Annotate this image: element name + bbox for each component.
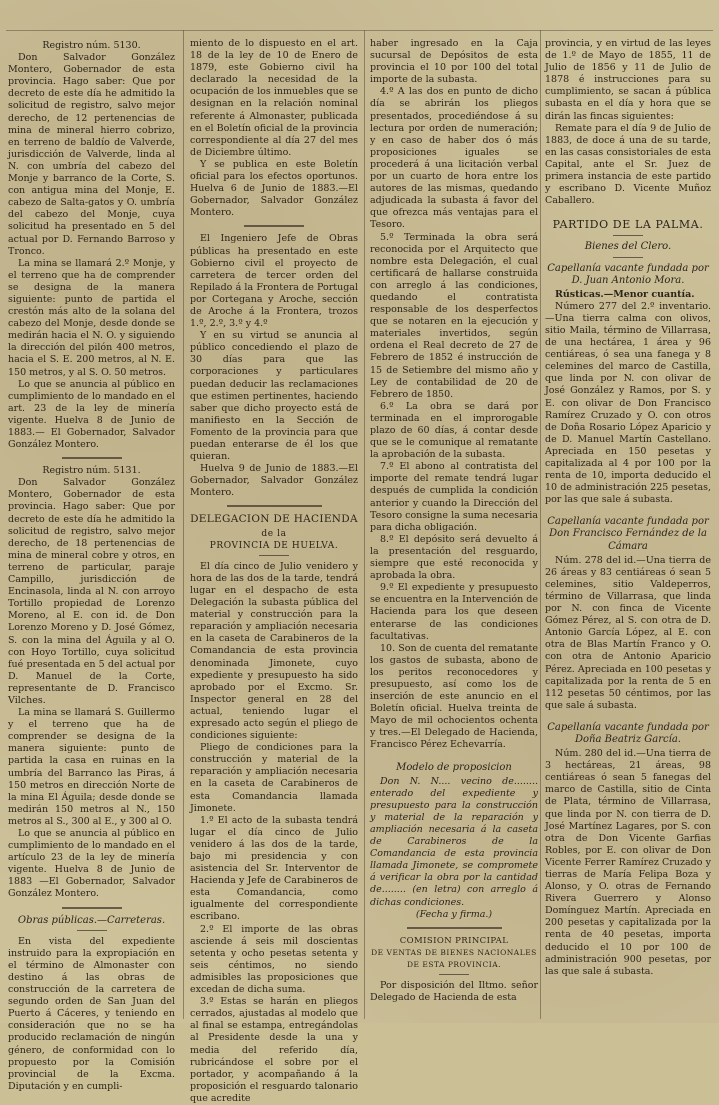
condition-8: 8.º El depósito será devuelto á la presentación del resguardo, siempre que esté reconocida y aprobada la obra. xyxy=(370,533,538,582)
comision-title: COMISION PRINCIPAL xyxy=(399,935,509,946)
separator xyxy=(613,257,643,258)
delegacion-subtitle: de la xyxy=(261,528,287,539)
comision-province: DE ESTA PROVINCIA. xyxy=(406,959,502,969)
separator xyxy=(613,235,643,236)
bienes-clero: Bienes del Clero. xyxy=(584,241,672,253)
comision-continuation: provincia, y en virtud de las leyes de 1.º de Mayo de 1855, 11 de Julio de 1856 y 11 de Julio de 1878 é instrucciones para su cumplimiento, se sacan á pública subasta en el día y hora que se dirán las fincas siguientes: xyxy=(545,38,711,122)
capellania-fernandez: Capellanía vacante fundada por Don Francisco Fernández de la Cámara xyxy=(547,516,709,552)
registro-5130-body: Don Salvador González Montero, Gobernador de esta provincia. Hago saber: Que por decreto de este día he admitido la solicitud de registro, salvo mejor derecho, de 12 pertenencias de mina de mineral hierro cobrizo, en terreno de baldío de Valverde, jurisdicción de Valverde, linda al N. con umbría del cabezo del Monje y barranco de la Corte, S. con antigua mina del Monje, E. cabezo de Salta-gatos y O. umbría del cabezo del Monje, cuya solicitud ha presentado en 5 del actual por D. Fernando Barroso y Tronco. xyxy=(8,52,175,257)
obras-publicas-body: En vista del expediente instruido para la expropiación en el término de Almonaster con destino á las obras de construcción de la carretera de segundo orden de San Juan del Puerto á Cáceres, y teniendo en consideración que no se ha producido reclamación de ningún género, de conformidad con lo propuesto por la Comisión provincial de la Excma. Diputación y en cumpli- xyxy=(8,935,175,1092)
pliego-title: Pliego de condiciones para la construcción y material de la reparación y ampliación necesaria en la caseta de Carabineros de esta Comandancia llamada Jimonete. xyxy=(190,742,358,814)
column-4 xyxy=(545,38,711,1018)
ingeniero-notice-closing: Huelva 9 de Junio de 1883.—El Gobernador, Salvador González Montero. xyxy=(190,463,358,499)
registro-5131-mine-description: La mina se llamará S. Guillermo y el terreno que ha de comprender se designa de la manera siguiente: punto de partida la casa en ruinas en la umbría del Barranco las Piras, á 150 metros en dirección Norte de la mina El Águila; desde donde se medirán 150 metros al N., 150 metros al S., 300 al E., y 300 al O. xyxy=(8,707,175,827)
condition-3: 3.º Estas se harán en pliegos cerrados, ajustadas al modelo que al final se estampa, entregándolas al Presidente desde la una y media del referido día, rubricándose el sobre por el portador, y acompañando á la proposición el resguardo talonario que acredite xyxy=(190,996,358,1104)
rusticas-heading: Rústicas.—Menor cuantía. xyxy=(555,288,695,300)
comision-subtitle: DE VENTAS DE BIENES NACIONALES xyxy=(371,947,537,957)
registro-5130-mine-description: La mina se llamará 2.º Monje, y el terreno que ha de comprender se designa de la manera siguiente: punto de partida el crestón más alto de la solana del cabezo del Monje, desde donde se medirán hacia el N. O. y siguiendo la dirección del pilón 400 metros, hacia el S. E. 200 metros, al N. E. 150 metros, y al S. O. 50 metros. xyxy=(8,257,175,378)
modelo-title: Modelo de proposicion xyxy=(396,761,512,773)
capellania-mora: Capellanía vacante fundada por D. Juan Antonio Mora. xyxy=(547,262,709,286)
registro-5131-closing: Lo que se anuncia al público en cumplimiento de lo mandado en el artículo 23 de la ley de minería vigente. Huelva 8 de Junio de 1883 —El Gobernador, Salvador González Montero. xyxy=(8,828,175,900)
delegacion-body: El día cinco de Julio venidero y hora de las dos de la tarde, tendrá lugar en el despacho de esta Delegación la subasta pública del material y construcción para la reparación y ampliación necesaria en la caseta de Carabineros de la Comandancia de esta provincia denominada Jimonete, cuyo expediente y presupuesto ha sido aprobado por el Excmo. Sr. Inspector general en 28 del actual, teniendo lugar el expresado acto según el pliego de condiciones siguiente: xyxy=(190,560,358,742)
condition-7: 7.º El abono al contratista del importe del remate tendrá lugar después de cumplida la condición anterior y cuando la Dirección del Tesoro consigne la suma necesaria para dicha obligación. xyxy=(370,461,538,533)
obras-continuation: miento de lo dispuesto en el art. 18 de la ley de 10 de Enero de 1879, este Gobierno civil ha declarado la necesidad de la ocupación de los inmuebles que se designan en la relación nominal referente á Almonaster, publicada en el Boletín oficial de la provincia correspondiente al día 27 del mes de Diciembre último. xyxy=(190,38,358,158)
fecha-firma: (Fecha y firma.) xyxy=(415,908,493,920)
condition-9: 9.º El expediente y presupuesto se encuentra en la Intervención de Hacienda para los que deseen enterarse de las condiciones facultativas. xyxy=(370,582,538,642)
condition-1: 1.º El acto de la subasta tendrá lugar el día cinco de Julio venidero á las dos de la tarde, bajo mi presidencia y con asistencia del Sr. Interventor de Hacienda y Jefe de Carabineros de esta Comandancia, como igualmente del correspondiente escribano. xyxy=(190,814,358,923)
obras-continuation-closing: Y se publica en este Boletín oficial para los efectos oportunos. Huelva 6 de Junio de 1883.—El Gobernador, Salvador González Montero. xyxy=(190,158,358,219)
registro-5131-title: Registro núm. 5131. xyxy=(42,465,141,477)
registro-5130-title: Registro núm. 5130. xyxy=(42,40,141,51)
remate-notice: Remate para el día 9 de Julio de 1883, de doce á una de su tarde, en las casas consistoriales de esta Capital, ante el Sr. Juez de primera instancia de este partido y escribano D. Vicente Muñoz Caballero. xyxy=(545,122,711,207)
separator xyxy=(77,930,107,931)
column-1 xyxy=(8,38,175,1092)
ingeniero-notice-terms: Y en su virtud se anuncia al público concediendo el plazo de 30 días para que las corporaciones y particulares puedan deducir las reclamaciones que estimen pertinentes, haciendo saber que dicho proyecto está de manifiesto en la Sección de Fomento de la provincia para que puedan enterarse de él los que quieran. xyxy=(190,330,358,463)
finca-280: Núm. 280 del id.—Una tierra de 3 hectáreas, 21 áreas, 98 centiáreas ó sean 5 fanegas del marco de Castilla, sitio de Cinta de Plata, término de Villarrasa, que linda por N. con tierra de D. José Martínez Lagares, por S. con otra de Don Vicente Garfias Robles, por E. con olivar de Don Vicente Ferrer Ramírez Cruzado y tierras de María Felipa Boza y Alonso, y O. otras de Fernando Rivera Guerrero y Alonso Domínguez Martín. Apreciada en 200 pesetas y capitalizada por la renta de 40 pesetas, importa deducido el 10 por 100 de administración 900 pesetas, por las que sale á subasta. xyxy=(545,748,711,977)
comision-body: Por disposición del Iltmo. señor Delegado de Hacienda de esta xyxy=(370,980,538,1004)
condition-2: 2.º El importe de las obras asciende á seis mil doscientas setenta y ocho pesetas setenta y seis céntimos, no siendo admisibles las proposiciones que excedan de dicha suma. xyxy=(190,923,358,996)
delegacion-province: PROVINCIA DE HUELVA. xyxy=(209,540,339,551)
registro-5131-body: Don Salvador González Montero, Gobernador de esta provincia. Hago saber: Que por decreto de este día he admitido la solicitud de registro, salvo mejor derecho, de 18 pertenencias de mina de mineral cobre y otros, en terreno de particular, paraje Campillo, jurisdicción de Encinasola, linda al N. con arroyo Tortillo propiedad de Lorenzo Moreno, al E. con id. de Don Lorenzo Moreno y D. José Gómez, S. con la mina del Águila y al O. con Hoyo Tortillo, cuya solicitud fué presentada en 5 del actual por D. Manuel de la Corte, representante de D. Francisco Vilches. xyxy=(8,477,175,706)
column-rule xyxy=(364,30,365,1019)
ingeniero-notice: El Ingeniero Jefe de Obras públicas ha presentado en este Gobierno civil el proyecto de carretera de tercer orden del Repilado á la Frontera de Portugal por Cortegana y Aroche, sección de Aroche á la Frontera, trozos 1.º, 2.º, 3.º y 4.º xyxy=(190,233,358,330)
condition-4: 4.º A las dos en punto de dicho día se abrirán los pliegos presentados, procediéndose á su lectura por orden de numeración; y en caso de haber dos ó más proposiciones iguales se procederá á una licitación verbal por un cuarto de hora entre los autores de las mismas, quedando adjudicada la subasta á favor del que ofrezca más ventajas para el Tesoro. xyxy=(370,86,538,231)
separator xyxy=(407,927,502,929)
separator xyxy=(439,974,469,975)
obras-publicas-title: Obras públicas.—Carreteras. xyxy=(17,914,166,926)
column-rule xyxy=(183,30,184,1019)
condition-10: 10. Son de cuenta del rematante los gastos de subasta, abono de los peritos reconocedores y presupuesto, así como los de inserción de este anuncio en el Boletín oficial. Huelva treinta de Mayo de mil ochocientos ochenta y tres.—El Delegado de Hacienda, Francisco Pérez Echevarría. xyxy=(370,642,538,751)
finca-278: Núm. 278 del id.—Una tierra de 26 áreas y 83 centiáreas ó sean 5 celemines, sitio Valdeperros, término de Villarrasa, que linda por N. con finca de Vicente Gómez Pérez, al S. con otra de D. Antonio García López, al E. con otra de Blas Martín Franco y O. con otra de Antonio Aparicio Pérez. Apreciada en 100 pesetas y capitalizada por la renta de 5 en 112 pesetas 50 céntimos, por las que sale á subasta. xyxy=(545,554,711,711)
partido-title: PARTIDO DE LA PALMA. xyxy=(552,218,704,232)
column-2 xyxy=(190,38,358,1104)
separator xyxy=(227,505,322,507)
condition-3-continuation: haber ingresado en la Caja sucursal de Depósitos de esta provincia el 10 por 100 del total importe de la subasta. xyxy=(370,38,538,86)
top-rule xyxy=(6,30,713,31)
registro-5130-closing: Lo que se anuncia al público en cumplimiento de lo mandado en el art. 23 de la ley de minería vigente. Huelva 8 de Junio de 1883.— El Gobernador, Salvador González Montero. xyxy=(8,378,175,451)
separator xyxy=(62,457,122,459)
condition-5: 5.º Terminada la obra será reconocida por el Arquitecto que nombre esta Delegación, el cual certificará de hallarse construida con arreglo á las condiciones, quedando el contratista responsable de los desperfectos que se notaren en la ejecución y materiales invertidos, según ordena el Real decreto de 27 de Febrero de 1852 é instrucción de 15 de Setiembre del mismo año y Ley de contabilidad de 20 de Febrero de 1850. xyxy=(370,231,538,400)
separator xyxy=(244,225,304,227)
column-rule xyxy=(540,30,541,1019)
delegacion-title: DELEGACION DE HACIENDA xyxy=(190,513,358,526)
separator xyxy=(62,907,122,909)
modelo-body: Don N. N.... vecino de........ enterado del expediente y presupuesto para la construcción y material de la reparación y ampliación necesaria á la caseta de Carabineros de la Comandancia de esta provincia llamada Jimonete, se compromete á verificar la obra por la cantidad de........ (en letra) con arreglo á dichas condiciones. xyxy=(370,775,538,908)
capellania-garcia: Capellanía vacante fundada por Doña Beatriz García. xyxy=(547,721,709,745)
column-3 xyxy=(370,38,538,1018)
separator xyxy=(259,555,289,556)
finca-277: Número 277 del 2.º inventario.—Una tierra calma con olivos, sitio Maila, término de Villarrasa, de una hectárea, 1 área y 96 centiáreas, ó sea una fanega y 8 celemines del marco de Castilla, que linda por N. con olivar de José González y Ramos, por S. y E. con olivar de Don Francisco Ramírez Cruzado y O. con otros de Doña Rosario López Aparicio y de D. Manuel Martín Castellano. Apreciada en 150 pesetas y capitalizada al 4 por 100 por la renta de 10, importa deducido el 10 de administración 225 pesetas, por las que sale á subasta. xyxy=(545,300,711,506)
condition-6: 6.º La obra se dará por terminada en el improrogable plazo de 60 días, á contar desde que se le comunique al rematante la aprobación de la subasta. xyxy=(370,400,538,461)
